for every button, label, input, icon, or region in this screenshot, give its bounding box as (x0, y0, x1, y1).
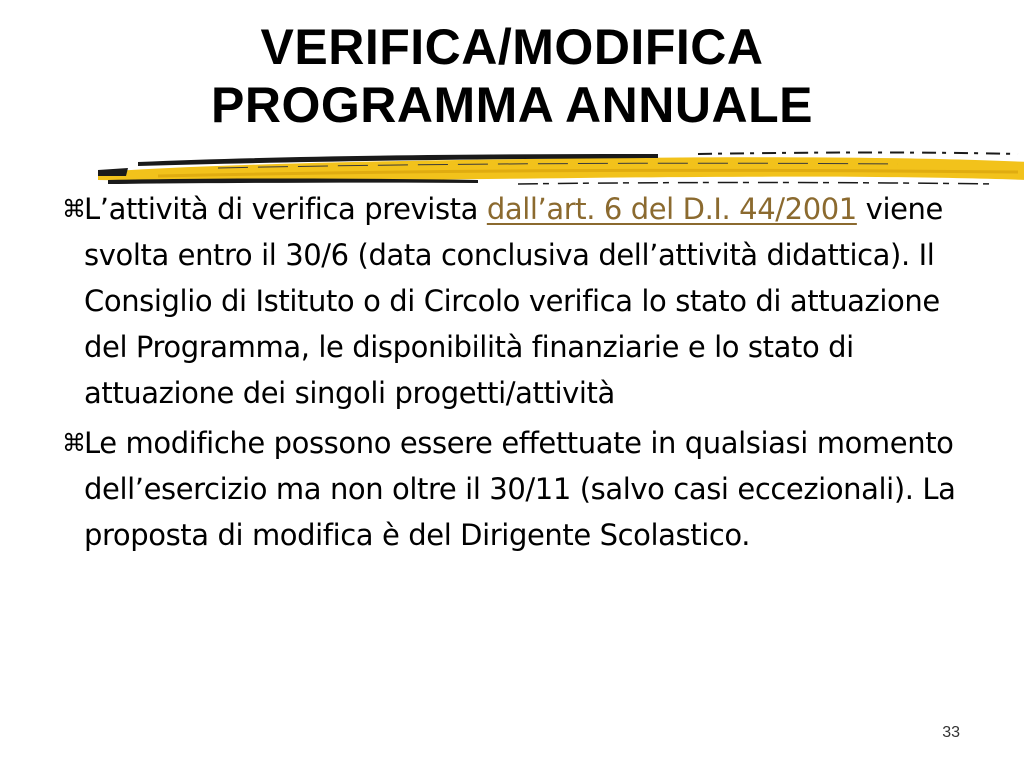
bullet-list (62, 186, 962, 562)
bullet-item-verifica (62, 186, 962, 416)
command-key-icon: ⌘ (62, 195, 86, 223)
command-key-icon: ⌘ (62, 429, 86, 457)
title-line-1: VERIFICA/MODIFICA (260, 19, 764, 75)
reference-link[interactable]: dall’art. 6 del D.I. 44/2001 (486, 192, 857, 226)
title-line-2: PROGRAMMA ANNUALE (211, 77, 813, 133)
slide-title (0, 18, 1024, 134)
bullet-item-modifiche (62, 420, 962, 558)
bullet-text-after-link: viene svolta entro il 30/6 (data conclusiva dell’attività didattica). Il Consiglio di Istituto o di Circolo verifica lo stato di attuazione del Programma, le disponibilità finanziarie e lo stato di attuazione dei singoli progetti/attività (84, 192, 943, 410)
bullet-text-before-link: L’attività di verifica prevista (84, 192, 487, 226)
page-number: 33 (942, 724, 960, 741)
bullet-text: Le modifiche possono essere effettuate in qualsiasi momento dell’esercizio ma non oltre il 30/11 (salvo casi eccezionali). La proposta di modifica è del Dirigente Scolastico. (84, 426, 956, 552)
